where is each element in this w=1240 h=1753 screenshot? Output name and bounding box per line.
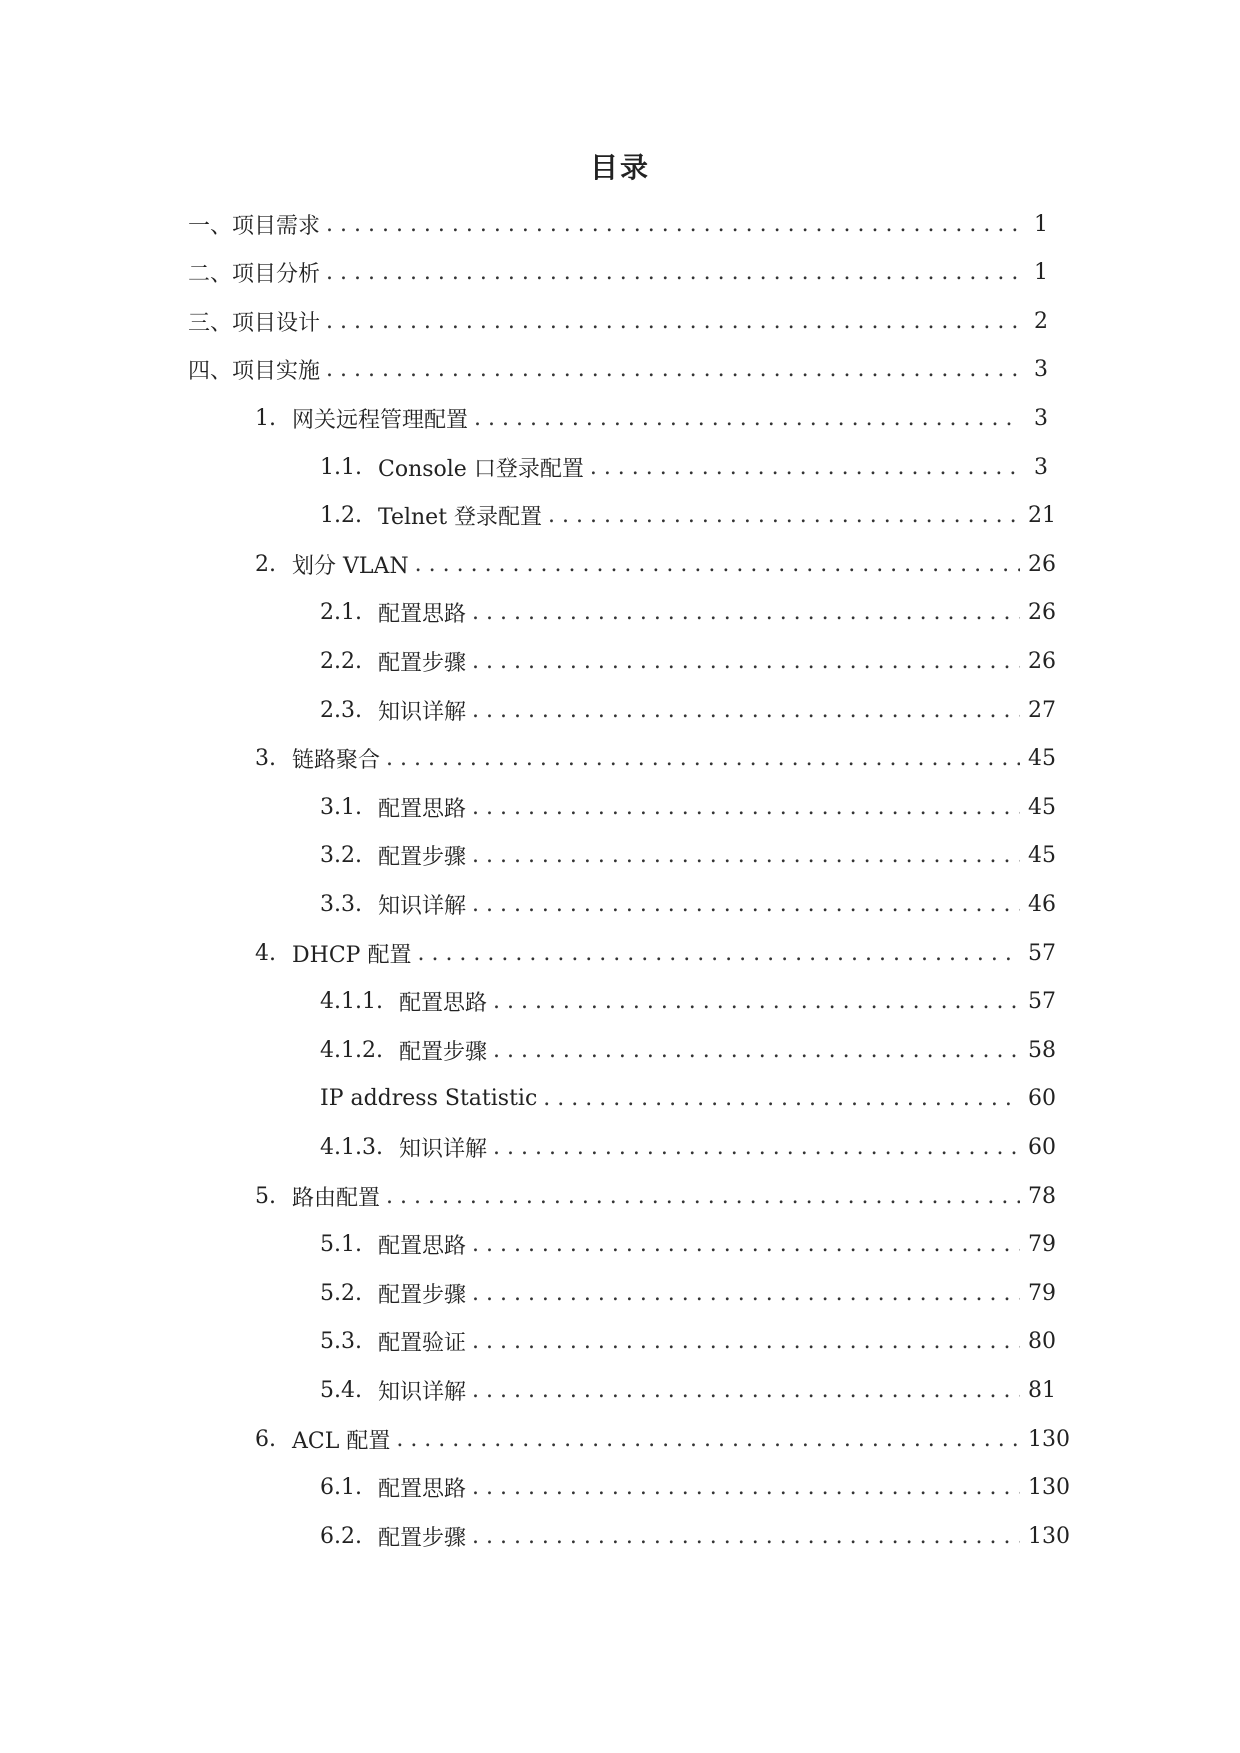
toc-entry-number: 4.1.1. [320, 989, 383, 1015]
toc-entry[interactable] [320, 496, 1056, 536]
toc-entry-page-number: 26 [1028, 600, 1056, 626]
toc-entry-label: 配置思路 [377, 1477, 466, 1503]
toc-entry-number: 4.1.2. [320, 1037, 383, 1063]
toc-entry-number: 1.2. [320, 503, 362, 529]
toc-entry-label: 配置思路 [377, 602, 466, 628]
toc-entry-label: Telnet 登录配置 [377, 505, 543, 531]
toc-dot-leader [590, 455, 1020, 480]
toc-entry-number: 5. [255, 1183, 276, 1209]
toc-dot-leader [472, 1378, 1020, 1403]
toc-entry-label: 知识详解 [377, 699, 466, 725]
toc-dot-leader [472, 698, 1020, 723]
toc-dot-leader [472, 1329, 1020, 1354]
toc-entry[interactable] [255, 544, 1056, 584]
toc-entry[interactable] [320, 836, 1056, 876]
toc-entry-label: 项目需求 [232, 213, 321, 239]
toc-dot-leader [386, 1184, 1020, 1209]
toc-entry-page-number: 80 [1028, 1329, 1056, 1355]
toc-entry[interactable] [320, 593, 1056, 633]
toc-entry[interactable] [320, 884, 1056, 924]
toc-dot-leader [326, 357, 1020, 382]
toc-entry-label: 知识详解 [398, 1136, 487, 1162]
toc-entry-number: 二、 [188, 262, 233, 288]
toc-entry-number: 1.1. [320, 454, 362, 480]
toc-entry[interactable] [255, 398, 1048, 438]
toc-dot-leader [548, 503, 1020, 528]
toc-dot-leader [493, 1135, 1020, 1160]
toc-entry-page-number: 3 [1034, 405, 1048, 431]
toc-dot-leader [472, 649, 1020, 674]
toc-entry[interactable] [320, 1225, 1056, 1265]
page-title: 目录 [589, 151, 650, 184]
toc-entry[interactable] [320, 1030, 1056, 1070]
toc-entry-number: 2.3. [320, 697, 362, 723]
toc-entry[interactable] [188, 253, 1048, 293]
toc-entry[interactable] [320, 1079, 1056, 1119]
toc-dot-leader [472, 795, 1020, 820]
toc-entry[interactable] [255, 1419, 1070, 1459]
toc-entry-label: DHCP 配置 [292, 942, 412, 968]
toc-entry-label: 项目实施 [232, 359, 321, 385]
toc-entry-page-number: 1 [1034, 260, 1048, 286]
toc-entry-number: 4.1.3. [320, 1134, 383, 1160]
toc-entry[interactable] [255, 739, 1056, 779]
toc-entry-label: 配置思路 [377, 796, 466, 822]
toc-entry-label: 配置步骤 [377, 1525, 466, 1551]
toc-entry-page-number: 45 [1028, 843, 1056, 869]
toc-dot-leader [396, 1427, 1020, 1452]
toc-entry-page-number: 3 [1034, 357, 1048, 383]
toc-entry-label: 配置思路 [377, 1234, 466, 1260]
toc-entry-number: 6. [255, 1426, 276, 1452]
toc-dot-leader [472, 1232, 1020, 1257]
toc-entry-number: 1. [255, 405, 276, 431]
toc-dot-leader [472, 1475, 1020, 1500]
toc-entry[interactable] [320, 1370, 1056, 1410]
toc-dot-leader [493, 989, 1020, 1014]
toc-entry[interactable] [320, 982, 1056, 1022]
toc-entry-label: 知识详解 [377, 893, 466, 919]
toc-entry[interactable] [320, 1127, 1056, 1167]
toc-entry-page-number: 2 [1034, 308, 1048, 334]
toc-entry-label: 链路聚合 [292, 748, 381, 774]
toc-entry-label: 路由配置 [292, 1185, 381, 1211]
toc-entry-number: 5.2. [320, 1280, 362, 1306]
toc-entry-page-number: 78 [1028, 1183, 1056, 1209]
toc-entry-label: IP address Statistic [320, 1086, 538, 1112]
toc-entry-label: 划分 VLAN [292, 553, 409, 579]
toc-entry-page-number: 57 [1028, 989, 1056, 1015]
toc-entry-page-number: 60 [1028, 1086, 1056, 1112]
toc-dot-leader [474, 406, 1020, 431]
toc-dot-leader [326, 260, 1020, 285]
toc-entry-page-number: 57 [1028, 940, 1056, 966]
toc-entry[interactable] [188, 301, 1048, 341]
toc-entry-number: 3.3. [320, 891, 362, 917]
toc-entry[interactable] [320, 690, 1056, 730]
toc-entry-label: 配置步骤 [377, 845, 466, 871]
toc-entry-label: 知识详解 [377, 1379, 466, 1405]
toc-dot-leader [386, 746, 1020, 771]
toc-dot-leader [472, 1281, 1020, 1306]
toc-entry[interactable] [255, 933, 1056, 973]
toc-entry[interactable] [320, 447, 1048, 487]
toc-dot-leader [415, 552, 1020, 577]
toc-dot-leader [472, 1524, 1020, 1549]
toc-entry-label: 配置步骤 [377, 650, 466, 676]
toc-dot-leader [472, 892, 1020, 917]
toc-entry[interactable] [320, 1273, 1056, 1313]
toc-entry-number: 3. [255, 746, 276, 772]
toc-entry-number: 2. [255, 551, 276, 577]
toc-entry-page-number: 21 [1028, 503, 1056, 529]
toc-entry[interactable] [188, 350, 1048, 390]
toc-entry-page-number: 1 [1034, 211, 1048, 237]
toc-entry-page-number: 60 [1028, 1134, 1056, 1160]
toc-entry[interactable] [255, 1176, 1056, 1216]
toc-entry-page-number: 130 [1028, 1426, 1070, 1452]
toc-entry-page-number: 58 [1028, 1037, 1056, 1063]
toc-dot-leader [472, 600, 1020, 625]
toc-entry[interactable] [320, 1468, 1070, 1508]
toc-entry-number: 3.1. [320, 794, 362, 820]
toc-dot-leader [543, 1086, 1020, 1111]
toc-entry-number: 2.1. [320, 600, 362, 626]
toc-entry-label: 配置步骤 [398, 1039, 487, 1065]
toc-entry-number: 2.2. [320, 648, 362, 674]
toc-entry-number: 四、 [188, 359, 233, 385]
toc-entry-number: 3.2. [320, 843, 362, 869]
toc-entry-page-number: 26 [1028, 551, 1056, 577]
toc-entry-number: 5.3. [320, 1329, 362, 1355]
toc-entry-label: 配置思路 [398, 991, 487, 1017]
toc-entry-page-number: 130 [1028, 1523, 1070, 1549]
toc-dot-leader [417, 941, 1020, 966]
toc-entry-label: 配置验证 [377, 1331, 466, 1357]
toc-entry-label: Console 口登录配置 [377, 456, 584, 482]
toc-dot-leader [472, 843, 1020, 868]
toc-entry-page-number: 27 [1028, 697, 1056, 723]
toc-entry[interactable] [188, 204, 1048, 244]
toc-entry-page-number: 79 [1028, 1280, 1056, 1306]
toc-entry-label: 配置步骤 [377, 1282, 466, 1308]
toc-dot-leader [326, 309, 1020, 334]
toc-entry-number: 6.2. [320, 1523, 362, 1549]
toc-entry-page-number: 26 [1028, 648, 1056, 674]
toc-entry-number: 4. [255, 940, 276, 966]
toc-entry-label: 网关远程管理配置 [292, 407, 469, 433]
toc-entry-page-number: 81 [1028, 1377, 1056, 1403]
toc-entry-page-number: 45 [1028, 746, 1056, 772]
toc-dot-leader [326, 212, 1020, 237]
toc-entry-number: 一、 [188, 213, 233, 239]
toc-entry-page-number: 46 [1028, 891, 1056, 917]
toc-entry[interactable] [320, 787, 1056, 827]
toc-entry-page-number: 79 [1028, 1232, 1056, 1258]
toc-entry-page-number: 3 [1034, 454, 1048, 480]
toc-entry-number: 三、 [188, 310, 233, 336]
toc-entry-number: 5.1. [320, 1232, 362, 1258]
toc-entry-label: 项目设计 [232, 310, 321, 336]
toc-entry-page-number: 130 [1028, 1475, 1070, 1501]
toc-dot-leader [493, 1038, 1020, 1063]
toc-entry-page-number: 45 [1028, 794, 1056, 820]
toc-entry-label: 项目分析 [232, 262, 321, 288]
toc-entry-number: 5.4. [320, 1377, 362, 1403]
toc-entry[interactable] [320, 1516, 1070, 1556]
toc-entry[interactable] [320, 641, 1056, 681]
toc-entry[interactable] [320, 1322, 1056, 1362]
toc-entry-number: 6.1. [320, 1475, 362, 1501]
toc-entry-label: ACL 配置 [292, 1428, 391, 1454]
